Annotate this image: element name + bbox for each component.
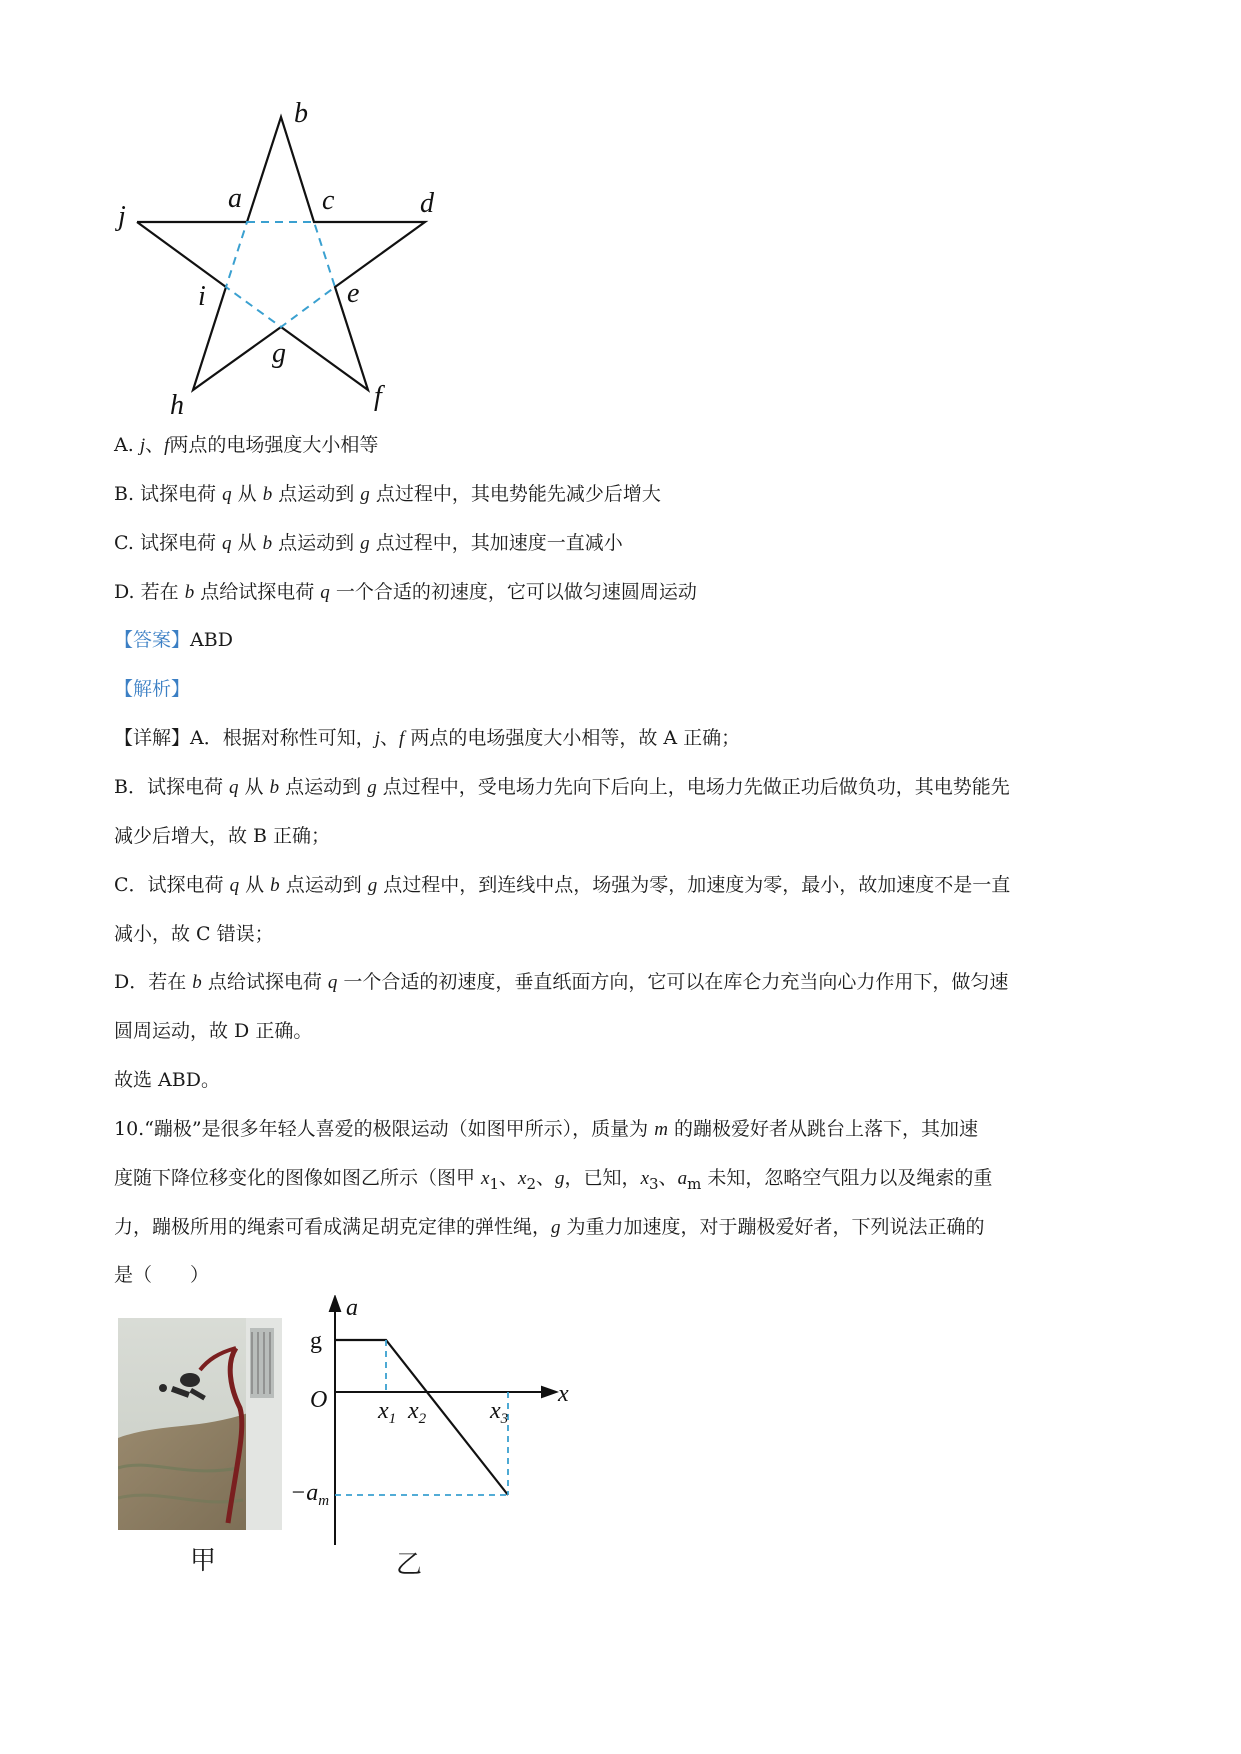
photo-caption: 甲 [190, 1546, 217, 1576]
answer-line [114, 628, 233, 652]
label-d: d [420, 188, 434, 219]
x2-label: $x_2$ [408, 1398, 427, 1427]
star-figure [0, 0, 1241, 420]
label-b: b [294, 98, 308, 129]
question10-line2: 度随下降位移变化的图像如图乙所示（图甲 $x_1$、$x_2$、g，已知，$x_3$、$a_m$ 未知，忽略空气阻力以及绳索的重 [114, 1167, 993, 1193]
label-g: g [272, 338, 286, 369]
detail-c-1: C．试探电荷 q 从 b 点运动到 g 点过程中，到连线中点，场强为零，加速度为零，最小，故加速度不是一直 [114, 874, 1011, 896]
detail-d-1: D．若在 b 点给试探电荷 q 一个合适的初速度，垂直纸面方向，它可以在库仑力充当向心力作用下，做匀速 [114, 971, 1009, 993]
y-axis-label: a [346, 1295, 358, 1321]
bungee-photo [118, 1318, 282, 1530]
option-b: B. 试探电荷 q 从 b 点运动到 g 点过程中，其电势能先减少后增大 [114, 483, 661, 505]
x1-label: $x_1$ [378, 1398, 397, 1427]
answer-label: 【答案】 [114, 629, 191, 651]
acceleration-graph [290, 1295, 580, 1555]
x-axis-label: x [558, 1381, 569, 1407]
option-c: C. 试探电荷 q 从 b 点运动到 g 点过程中，其加速度一直减小 [114, 532, 623, 554]
analysis-line [114, 677, 190, 701]
answer-value: ABD [190, 629, 233, 651]
question10-line4: 是（ ） [114, 1264, 210, 1286]
label-i: i [198, 281, 206, 312]
y-axis-arrow [330, 1297, 340, 1311]
detail-d-2: 圆周运动，故 D 正确。 [114, 1020, 313, 1042]
option-d: D. 若在 b 点给试探电荷 q 一个合适的初速度，它可以做匀速圆周运动 [114, 581, 697, 603]
label-f: f [374, 381, 382, 412]
detail-b-2: 减少后增大，故 B 正确； [114, 825, 331, 847]
graph-caption: 乙 [396, 1550, 423, 1580]
g-label: g [310, 1328, 322, 1354]
question10-line1: 10.“蹦极”是很多年轻人喜爱的极限运动（如图甲所示），质量为 m 的蹦极爱好者从跳台上落下，其加速 [114, 1118, 978, 1140]
option-a: A. j、f两点的电场强度大小相等 [114, 434, 379, 456]
detail-b-1: B．试探电荷 q 从 b 点运动到 g 点过程中，受电场力先向下后向上，电场力先做正功后做负功，其电势能先 [114, 776, 1010, 798]
detail-conclusion: 故选 ABD。 [114, 1069, 220, 1091]
x-axis-arrow [542, 1387, 556, 1397]
question10-line3: 力，蹦极所用的绳索可看成满足胡克定律的弹性绳，g 为重力加速度，对于蹦极爱好者，下列说法正确的 [114, 1216, 985, 1238]
x3-label: $x_3$ [490, 1398, 509, 1427]
label-c: c [322, 185, 335, 216]
label-h: h [170, 390, 184, 420]
label-j: j [118, 201, 126, 232]
detail-a: 【详解】A．根据对称性可知，j、f 两点的电场强度大小相等，故 A 正确； [114, 727, 741, 749]
detail-c-2: 减小，故 C 错误； [114, 923, 274, 945]
label-a: a [228, 183, 242, 214]
origin-label: O [310, 1387, 328, 1413]
am-label: $-a_m$ [290, 1480, 330, 1509]
analysis-label: 【解析】 [114, 678, 191, 700]
inner-pentagon-dashed [226, 222, 335, 327]
label-e: e [347, 278, 360, 309]
